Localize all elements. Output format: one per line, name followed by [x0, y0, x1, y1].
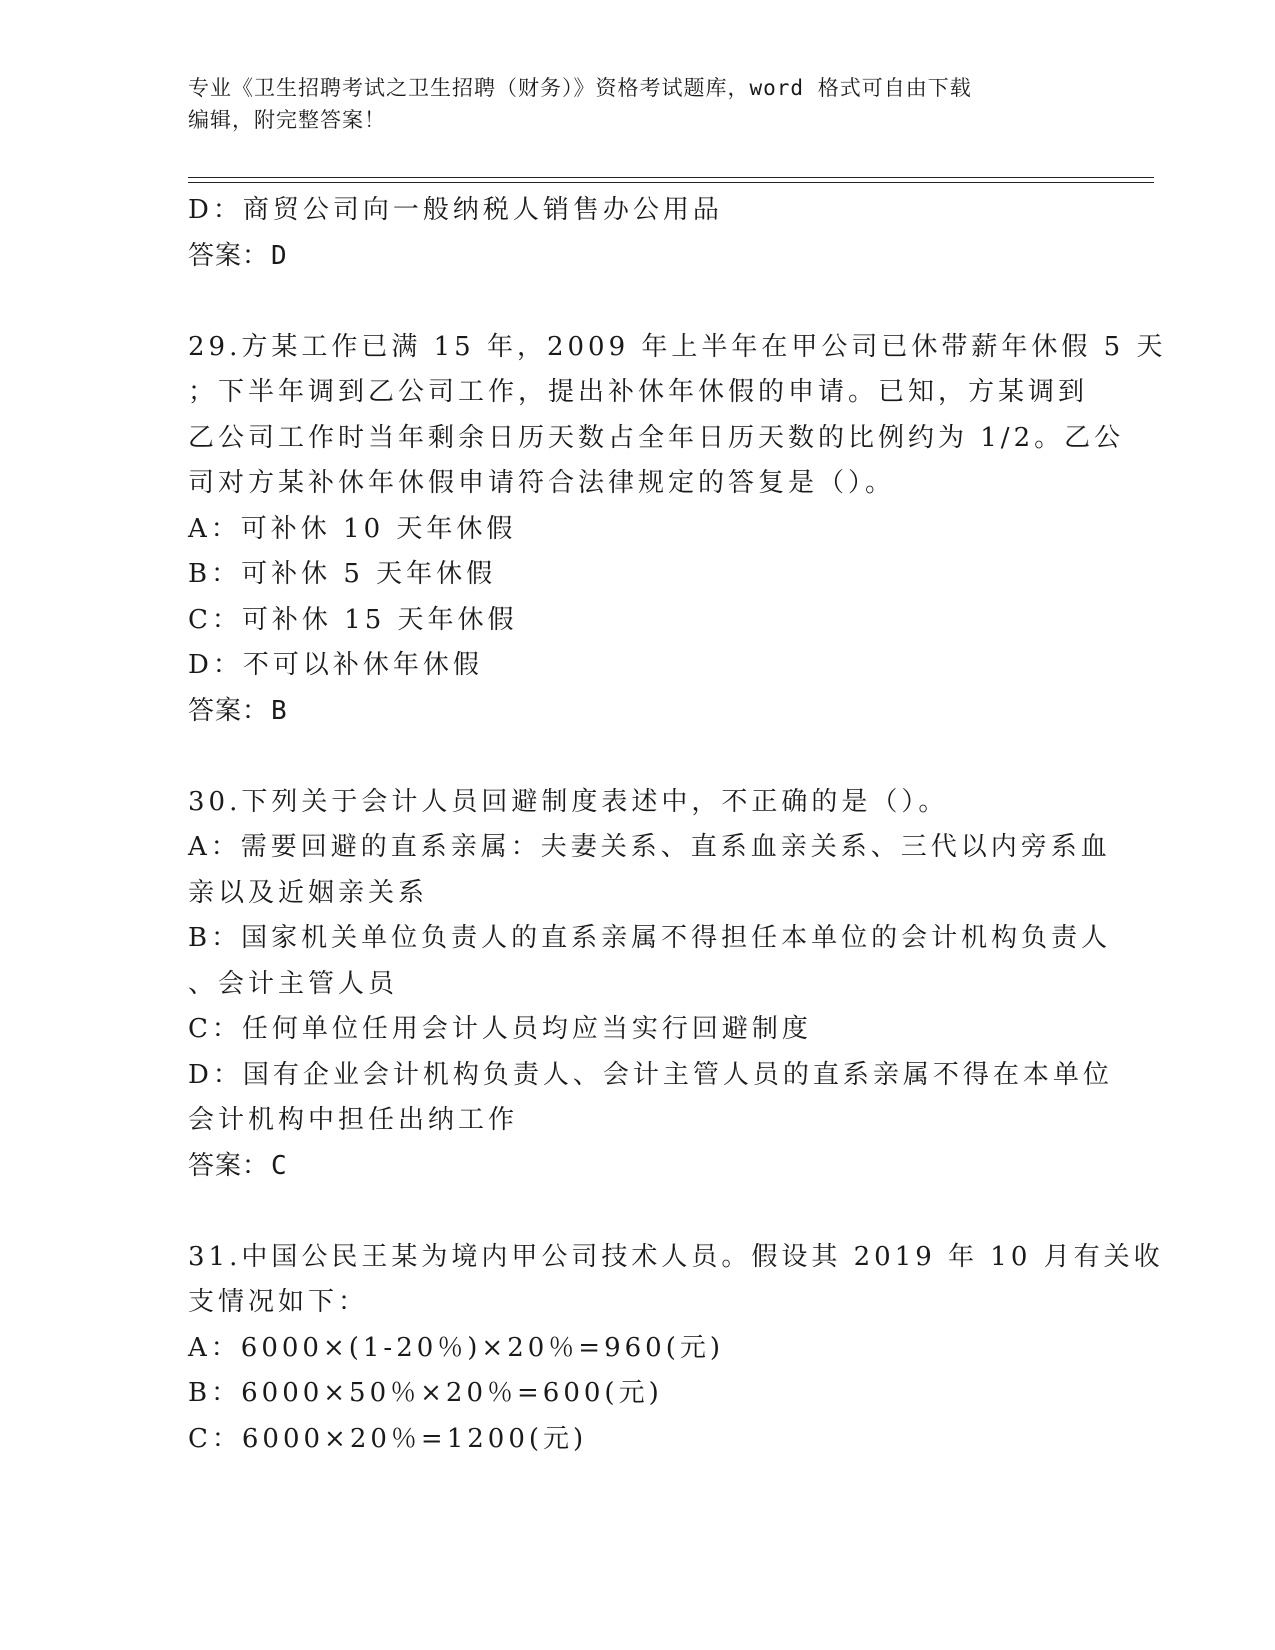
page-header: [188, 72, 1068, 136]
spacer: [188, 279, 1088, 325]
q30-option-line: 、会计主管人员: [188, 968, 399, 999]
q30-option-line: D：国有企业会计机构负责人、会计主管人员的直系亲属不得在本单位: [188, 1059, 1113, 1090]
q29-stem-line: 司对方某补休年休假申请符合法律规定的答复是（）。: [188, 468, 896, 498]
q28-answer: [188, 234, 1088, 280]
q29-stem-line: 乙公司工作时当年剩余日历天数占全年日历天数的比例约为 1/2。乙公: [188, 422, 1125, 453]
q29-option-b: B：可补休 5 天年休假: [188, 559, 497, 589]
answer-label: 答案：: [188, 1150, 270, 1181]
q30-option-line: B：国家机关单位负责人的直系亲属不得担任本单位的会计机构负责人: [188, 923, 1112, 953]
q31-option-c: C：6000×20％=1200(元): [188, 1423, 588, 1454]
q29-answer: [188, 689, 1088, 735]
q30-answer: [188, 1144, 1088, 1190]
q29-option-a: A：可补休 10 天年休假: [188, 513, 517, 544]
answer-value: C: [271, 1150, 288, 1181]
question-31: [188, 1235, 1164, 1463]
q29-option-d: D：不可以补休年休假: [188, 650, 483, 680]
header-divider-bottom: [188, 182, 1154, 183]
answer-value: B: [271, 695, 288, 726]
q31-stem-line: 支情况如下：: [188, 1287, 369, 1317]
question-30: [188, 780, 1113, 1190]
q28-option-d: D：商贸公司向一般纳税人销售办公用品: [188, 195, 723, 225]
question-29: [188, 325, 1167, 735]
spacer: [188, 1189, 1088, 1235]
q31-option-b: B：6000×50％×20％=600(元): [188, 1378, 663, 1408]
q30-stem-line: 30.下列关于会计人员回避制度表述中，不正确的是（）。: [188, 786, 949, 817]
answer-label: 答案：: [188, 695, 270, 726]
q29-stem-line: 29.方某工作已满 15 年，2009 年上半年在甲公司已休带薪年休假 5 天: [188, 331, 1167, 362]
q29-stem-line: ；下半年调到乙公司工作，提出补休年休假的申请。已知，方某调到: [188, 377, 1089, 407]
q30-option-line: A：需要回避的直系亲属：夫妻关系、直系血亲关系、三代以内旁系血: [188, 832, 1111, 862]
q29-option-c: C：可补休 15 天年休假: [188, 604, 518, 635]
document-body: [188, 188, 1167, 1462]
q30-option-line: C：任何单位任用会计人员均应当实行回避制度: [188, 1014, 812, 1044]
answer-value: D: [271, 240, 288, 271]
q30-option-line: 会计机构中担任出纳工作: [188, 1105, 519, 1135]
header-line-1: 专业《卫生招聘考试之卫生招聘（财务）》资格考试题库，word 格式可自由下载: [188, 76, 972, 100]
answer-label: 答案：: [188, 240, 270, 271]
q31-stem-line: 31.中国公民王某为境内甲公司技术人员。假设其 2019 年 10 月有关收: [188, 1241, 1164, 1272]
q30-option-line: 亲以及近姻亲关系: [188, 877, 429, 908]
header-divider-top: [188, 177, 1154, 178]
q31-option-a: A：6000×(1-20％)×20％=960(元): [188, 1332, 724, 1363]
spacer: [188, 734, 1088, 780]
header-line-2: 编辑，附完整答案！: [188, 108, 386, 132]
